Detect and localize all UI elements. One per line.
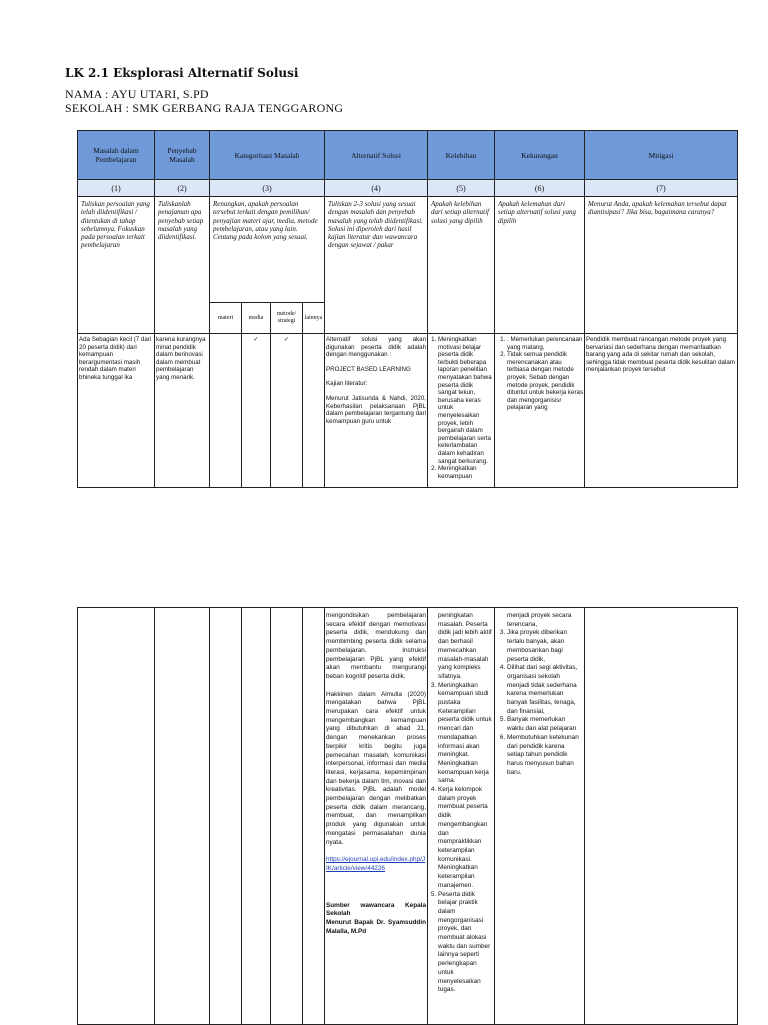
alternatif-method: PROJECT BASED LEARNING — [326, 365, 411, 373]
list-item: 1. Meningkatkan motivasi belajar peserta didik terbukti beberapa laporan penelitian menyatakan bahwa peserta didik sangat tekun, berusaha keras untuk menyelesaikan proyek, lebih bergairah dalam pembelajaran serta keterlambatan dalam kehadiran sangat berkurang. — [438, 336, 493, 465]
row2-penyebab — [155, 608, 210, 1025]
instruction-kategorisasi: Renungkan, apakah persoalan tersebut terkait dengan pemilihan/ penyajian materi ajar, media, metode pembelajaran, atau yang lain. Centang pada kolom yang sesuai. — [210, 197, 325, 303]
interview-person: Menurut Bapak Dr. Syamsuddin Malalla, M.Pd — [326, 919, 426, 935]
instruction-alternatif: Tuliskan 2-3 solusi yang sesuai dengan masalah dan penyebab masalah yang telah diidentifikasi. Solusi ini diperoleh dari hasil kajian literatur dan wawancara dengan sejawat / pakar — [325, 197, 428, 334]
subcat-lainnya: lainnya — [303, 303, 325, 334]
header-mitigasi: Mitigasi — [585, 131, 738, 180]
exploration-table-continued — [77, 607, 738, 1025]
row2-kelebihan — [428, 608, 495, 1025]
list-item: 1. . Memerlukan perencanaan yang matang, — [507, 336, 583, 351]
header-penyebab: Penyebab Masalah — [155, 131, 210, 180]
row1-kekurangan — [495, 334, 585, 488]
alternatif-paragraph: mengondisikan pembelajaran secara efektif dengan memotivasi peserta didik, mendukung dan membimbing peserta didik selama pembelajaran. Instruksi pembelajaran PjBL yang efektif akan membantu mengurangi beban kognitif peserta didik. — [326, 612, 426, 680]
row2-mitigasi — [585, 608, 738, 1025]
row1-kelebihan — [428, 334, 495, 488]
interview-source: Sumber wawancara Kepala Sekolah — [326, 901, 426, 918]
row2-materi — [210, 608, 242, 1025]
list-item: 3. Meningkatkan kemampuan studi pustaka Keterampilan peserta didik untuk mencari dan mendapatkan informasi akan meningkat. Meningkatkan kemampuan kerja sama. — [438, 682, 493, 786]
list-item-continued: menjadi proyek secara terencana, — [507, 612, 572, 628]
row1-alternatif — [325, 334, 428, 488]
alternatif-paragraph: Alternatif solusi yang akan digunakan peserta didik adalah dengan menggunakan : — [326, 336, 427, 359]
alternatif-paragraph: Hakkinen dalam Almulla (2020) mengatakan bahwa PjBL merupakan cara efektif untuk mengembangkan kemampuan yang dibutuhkan di abad 21, dengan menekankan proses berpikir kritis begitu juga pemecahan masalah, komunikasi interpersonal, informasi dan media literasi, kerjasama, kepemimpinan dan bekerja dalam tim, inovasi dan kreativitas. PjBL adalah model pembelajaran dengan melibatkan peserta didik dalam merancang, membuat, dan menampilkan produk yang digunakan untuk mengatasi permasalahan dunia nyata. — [326, 690, 426, 846]
row2-masalah — [78, 608, 155, 1025]
row2-kekurangan — [495, 608, 585, 1025]
col-number: (4) — [325, 180, 428, 197]
row1-penyebab: karena kurangnya minat pendidik dalam berinovasi dalam membuat pembelajaran yang menarik. — [155, 334, 210, 488]
check-metode-icon: ✓ — [271, 334, 303, 488]
row1-mitigasi: Pendidik membuat rancangan metode proyek yang bervariasi dan sederhana dengan memanfaatkan barang yang ada di sekitar rumah dan sekolah, sehingga tidak membuat peserta didik kesulitan dalam menjalankan proyek tersebut — [585, 334, 738, 488]
instruction-penyebab: Tuliskanlah penajaman apa penyebab setiap masalah yang diidentifikasi. — [155, 197, 210, 334]
header-alternatif: Alternatif Solusi — [325, 131, 428, 180]
alternatif-paragraph: Menurut Jatisunda & Nahdi, 2020, Keberhasilan pelaksanaan PjBL dalam pembelajaran tergantung dari kemampuan guru untuk — [326, 394, 427, 425]
row1-materi — [210, 334, 242, 488]
instruction-kelebihan: Apakah kelebihan dari setiap alternatif solusi yang dipilih — [428, 197, 495, 334]
list-item: 6. Membutuhkan ketekunan dari pendidik karena setiap tahun pendidik harus menyusun bahan baru. — [507, 734, 583, 778]
list-item: 4. Kerja kelompok dalam proyek membuat peserta didik mengembangkan dan mempraktikkan keterampilan komunikasi. Meningkatkan keterampilan manajemen. — [438, 786, 493, 890]
col-number: (5) — [428, 180, 495, 197]
col-number: (7) — [585, 180, 738, 197]
subcat-metode: metode/ strategi — [271, 303, 303, 334]
col-number: (1) — [78, 180, 155, 197]
col-number: (3) — [210, 180, 325, 197]
row1-masalah: Ada Sebagian kecil (7 dari 20 peserta didik) dari kemampuan berargumentasi masih rendah dalam materi bhineka tunggal ika — [78, 334, 155, 488]
header-kategorisasi: Kategorisasi Masalah — [210, 131, 325, 180]
row2-alternatif — [325, 608, 428, 1025]
header-kekurangan: Kekurangan — [495, 131, 585, 180]
list-item: 2. Tidak semua pendidik merencanakan atau terbiasa dengan metode proyek. Sebab dengan metode proyek, pendidik dituntut untuk bekerja keras dan mengorganisisr pelajaran yang — [507, 351, 583, 412]
instruction-kekurangan: Apakah kelemahan dari setiap alternatif solusi yang dipilih — [495, 197, 585, 334]
col-number: (6) — [495, 180, 585, 197]
list-item: 5. Peserta didik belajar praktik dalam mengorganisasi proyek, dan membuat alokasi waktu dan sumber lainnya seperti perlengkapan untuk menyelesaikan tugas. — [438, 891, 493, 995]
instruction-masalah: Tuliskan persoalan yang telah diidentifikasi / ditentukan di tahap sebelumnya. Fokuskan pada persoalan terkait pembelajaran — [78, 197, 155, 334]
list-item-continued: peningkatan masalah. Peserta didik jadi lebih aktif dan berhasil memecahkan masalah-masalah yang kompleks sifatnya. — [438, 612, 492, 680]
subcat-materi: materi — [210, 303, 242, 334]
list-item: 5. Banyak memerlukan waktu dan alat pelajaran — [507, 716, 583, 733]
exploration-table — [77, 130, 738, 488]
row2-lainnya — [303, 608, 325, 1025]
list-item: 4. Dilihat dari segi aktivitas, organisasi sekolah menjadi tidak sederhana karena memerlukan banyak fasilitas, tenaga, dan finansial, — [507, 664, 583, 716]
list-item: 2. Meningkatkan kemampuan — [438, 465, 493, 480]
author-name: NAMA : AYU UTARI, S.PD — [65, 87, 209, 101]
col-number: (2) — [155, 180, 210, 197]
alternatif-literature-label: Kajian literatur: — [326, 380, 368, 388]
document-title: LK 2.1 Eksplorasi Alternatif Solusi — [65, 66, 299, 80]
subcat-media: media — [242, 303, 271, 334]
row1-lainnya — [303, 334, 325, 488]
reference-link[interactable]: https://ejournal.upi.edu/index.php/JIK/article/view/44226 — [326, 856, 426, 872]
header-masalah: Masalah dalam Pembelajaran — [78, 131, 155, 180]
row2-metode — [271, 608, 303, 1025]
instruction-mitigasi: Menurut Anda, apakah kelemahan tersebut dapat diantisipasi? Jika bisa, bagaimana caranya? — [585, 197, 738, 334]
check-media-icon: ✓ — [242, 334, 271, 488]
school-name: SEKOLAH : SMK GERBANG RAJA TENGGARONG — [65, 101, 344, 115]
list-item: 3. Jika proyek diberikan terlalu banyak, akan membosankan bagi peserta didik, — [507, 629, 583, 664]
row2-media — [242, 608, 271, 1025]
header-kelebihan: Kelebihan — [428, 131, 495, 180]
